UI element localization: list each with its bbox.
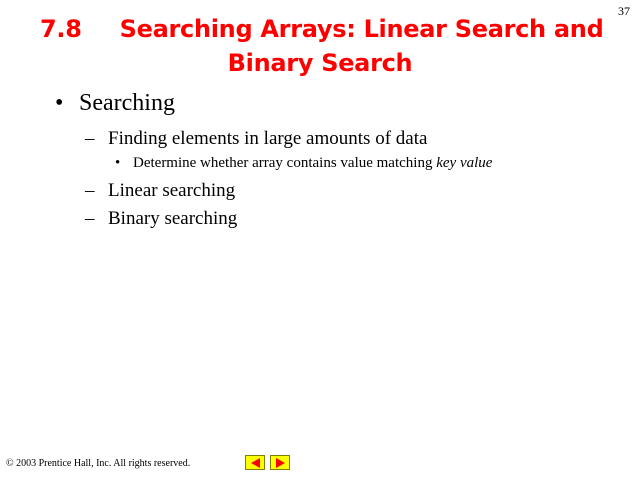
sub-bullet-linear-searching — [85, 180, 235, 202]
key-value-italic: key value — [436, 155, 493, 171]
previous-slide-button[interactable] — [245, 455, 265, 470]
dash-icon: – — [85, 180, 95, 201]
dash-icon: – — [85, 208, 95, 229]
bullet-icon: • — [55, 90, 64, 116]
slide-title — [40, 12, 604, 80]
slide-number: 37 — [618, 4, 630, 18]
sub-bullet-finding-elements — [85, 128, 427, 150]
left-arrow-icon — [251, 458, 260, 468]
title-text-1: Searching Arrays: Linear Search and — [119, 15, 604, 43]
next-slide-button[interactable] — [270, 455, 290, 470]
sub-sub-bullet-determine — [115, 155, 492, 172]
sub-bullet-text: Binary searching — [108, 208, 238, 229]
dash-icon: – — [85, 128, 95, 149]
title-line-1 — [40, 12, 604, 46]
bullet-text: Searching — [79, 90, 175, 116]
title-line-2: Binary Search — [227, 49, 413, 77]
sub-sub-bullet-text: Determine whether array contains value matching — [133, 155, 437, 171]
sub-bullet-text: Finding elements in large amounts of data — [108, 128, 428, 149]
navigation-controls — [245, 455, 290, 470]
right-arrow-icon — [276, 458, 285, 468]
bullet-icon: • — [115, 155, 121, 171]
section-number: 7.8 — [40, 15, 82, 43]
sub-bullet-binary-searching — [85, 208, 237, 230]
sub-bullet-text: Linear searching — [108, 180, 236, 201]
bullet-searching — [55, 90, 175, 117]
copyright-footer: © 2003 Prentice Hall, Inc. All rights reserved. — [6, 458, 191, 469]
